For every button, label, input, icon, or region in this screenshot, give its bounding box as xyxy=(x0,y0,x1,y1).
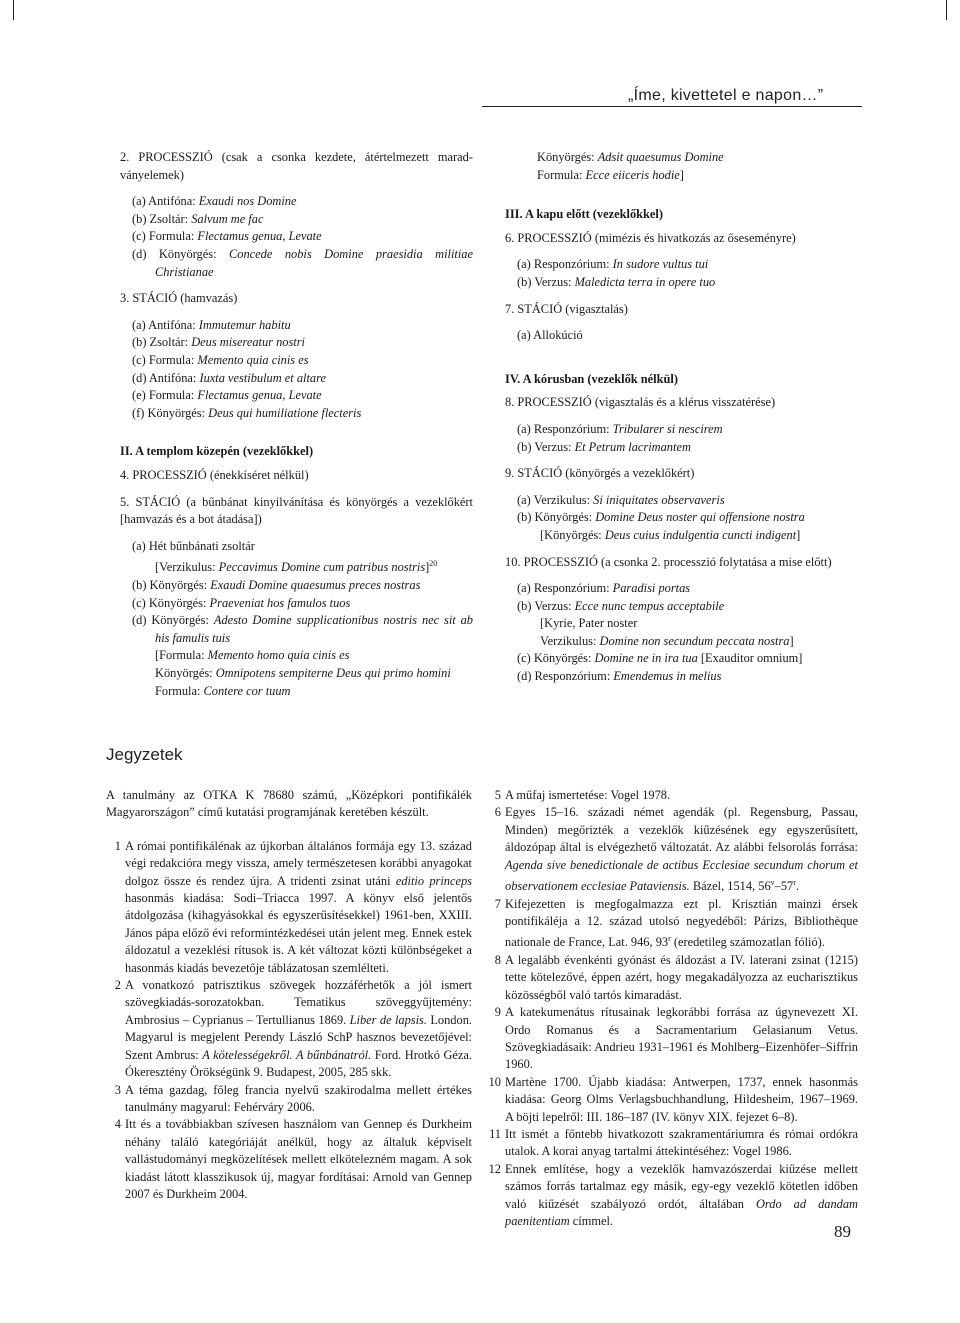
note-text: Itt és a továbbiakban szívesen használom van Gennep és Durkheim néhány találó kategóriáját anélkül, hogy az általuk képviselt vallástudományi megközelítések mellett elkötelezném magam. A sok kiadást látott klasszikusok új, magyar fordításai: Arnold van Gennep 2007 és Durkheim 2004. xyxy=(125,1117,472,1201)
list-item: (d) Könyörgés: Adesto Domine supplicationibus nostris nec sit ab his famulis tuis xyxy=(132,613,474,645)
part-4-heading: IV. A kórusban (vezeklők nélkül) xyxy=(505,371,678,386)
note-number: 7 xyxy=(494,896,501,911)
note-text: A katekumenátus rítusainak legkorábbi forrása az úgynevezett XI. Ordo Romanus és a Sacramentarium Gelasianum Vetus. Szövegkiadásaik: Andrieu 1931–1961 és Mohlberg–Eizenhöfer–Siffrin 1960. xyxy=(505,1005,858,1072)
section-6-heading: 6. PROCESSZIÓ (mimézis és hivatkozás az őseseményre) xyxy=(505,230,796,245)
note-item xyxy=(106,1116,472,1203)
list-item: (b) Verzus: Ecce nunc tempus acceptabile xyxy=(517,598,725,613)
list-item: (b) Verzus: Et Petrum lacrimantem xyxy=(517,439,691,454)
list-item: (b) Könyörgés: Exaudi Domine quaesumus preces nostras xyxy=(132,578,421,592)
list-item: (a) Verzikulus: Si iniquitates observaveris xyxy=(517,492,725,507)
section-2-heading: 2. PROCESSZIÓ (csak a csonka kezdete, átértelmezett marad-ványelemek) xyxy=(120,150,473,182)
note-text: A római pontifikálénak az újkorban általános formája egy 13. század végi redakcióra megy vissza, amely természetesen korábbi anyagokat dolgoz össze és rendez újra. A tridenti zsinat utáni editio princeps hasonmás kiadása: Sodi–Triacca 1997. A könyv első jelentős átdolgozása (kihagyásokkal és egyszerűsítésekkel) 1961-ben, XXIII. János pápa előző évi reformintézkedései után jelent meg. Ennek estek áldozatul a vezeklési rítusok is. A két változat közti különbségeket a hasonmás kiadás bevezetője táblázatosan szemlélteti. xyxy=(125,838,472,975)
list-item: Formula: Contere cor tuum xyxy=(155,683,291,698)
note-number: 12 xyxy=(488,1161,501,1176)
list-item: (e) Formula: Flectamus genua, Levate xyxy=(132,388,322,403)
list-item: (b) Verzus: Maledicta terra in opere tuo xyxy=(517,274,716,289)
section-7-list xyxy=(505,327,860,345)
section-5-list xyxy=(120,538,473,700)
notes-right-column xyxy=(486,787,858,1230)
list-item: (a) Antifóna: Immutemur habitu xyxy=(132,317,291,332)
notes-left-column xyxy=(106,787,472,1203)
note-item xyxy=(106,1082,472,1117)
list-item: (b) Zsoltár: Salvum me fac xyxy=(132,211,264,226)
list-item: (a) Responzórium: In sudore vultus tui xyxy=(517,257,709,272)
header-rule xyxy=(482,106,862,107)
section-3-heading: 3. STÁCIÓ (hamvazás) xyxy=(120,291,238,306)
note-number: 8 xyxy=(494,952,501,967)
note-number: 3 xyxy=(114,1082,121,1097)
note-text: A téma gazdag, főleg francia nyelvű szakirodalma mellett értékes tanulmány magyarul: Fehérváry 2006. xyxy=(125,1082,472,1114)
list-item: [Formula: Memento homo quia cinis es xyxy=(155,648,350,663)
section-10-list xyxy=(505,580,860,686)
list-item: [Kyrie, Pater noster xyxy=(540,616,638,631)
section-9-list xyxy=(505,492,860,545)
section-9-heading: 9. STÁCIÓ (könyörgés a vezeklőkért) xyxy=(505,466,695,481)
section-8-list xyxy=(505,421,860,456)
section-7-heading: 7. STÁCIÓ (vigasztalás) xyxy=(505,301,628,316)
list-item: (f) Könyörgés: Deus qui humiliatione flecteris xyxy=(132,405,362,420)
note-text: A vonatkozó patrisztikus szövegek hozzáférhetők a jól ismert szövegkiadás-sorozatokban. Tematikus szöveggyűjtemény: Ambrosius – Cyprianus – Tertullianus 1869. Liber de lapsis. London. Magyarul is megjelent Perendy László SchP hasznos bevezetőjével: Szent Ambrus: A kötelességekről. A bűnbánatról. Ford. Hrotkó Géza. Ókeresztény Örökségünk 9. Budapest, 2005, 285 skk. xyxy=(125,978,472,1080)
list-item: (c) Formula: Flectamus genua, Levate xyxy=(132,229,322,244)
section-5-heading: 5. STÁCIÓ (a bűnbánat kinyilvánítása és könyörgés a vezeklőkért [hamvazás és a bot átadása]) xyxy=(120,494,473,527)
note-item xyxy=(106,977,472,1081)
note-number: 6 xyxy=(494,805,501,820)
section-3-list xyxy=(120,317,473,423)
crop-mark-top-right xyxy=(946,0,947,20)
note-number: 10 xyxy=(488,1074,501,1089)
list-item: (c) Formula: Memento quia cinis es xyxy=(132,352,309,367)
note-number: 1 xyxy=(114,838,121,853)
list-item: (a) Responzórium: Paradisi portas xyxy=(517,581,691,596)
note-text: A műfaj ismertetése: Vogel 1978. xyxy=(505,788,671,802)
note-item xyxy=(486,1161,858,1231)
list-item: (d) Responzórium: Emendemus in melius xyxy=(517,669,722,684)
list-item: Verzikulus: Domine non secundum peccata nostra] xyxy=(540,633,794,648)
part-3-heading: III. A kapu előtt (vezeklőkkel) xyxy=(505,207,663,222)
note-text: Martène 1700. Újabb kiadása: Antwerpen, 1737, ennek hasonmás kiadása: Georg Olms Verlagsbuchhandlung, Hildesheim, 1967–1969. A böjti lepelről: III. 186–187 (IV. könyv XIX. fejezet 6–8). xyxy=(505,1074,858,1124)
list-item: [Verzikulus: Peccavimus Domine cum patribus nostris]$^{20}$ xyxy=(155,559,438,575)
section-8-heading: 8. PROCESSZIÓ (vigasztalás és a klérus visszatérése) xyxy=(505,395,776,410)
list-item: (a) Hét bűnbánati zsoltár xyxy=(132,538,255,553)
list-item: (c) Könyörgés: Praeveniat hos famulos tuos xyxy=(132,595,351,610)
list-item: (d) Könyörgés: Concede nobis Domine praesidia militiae Christianae xyxy=(132,246,474,279)
note-item xyxy=(486,1004,858,1074)
note-item xyxy=(486,952,858,1004)
section-4-heading: 4. PROCESSZIÓ (énekkíséret nélkül) xyxy=(120,467,309,482)
crop-mark-top-left xyxy=(13,0,14,20)
list-item: (d) Antifóna: Iuxta vestibulum et altare xyxy=(132,370,326,385)
right-column xyxy=(505,149,860,686)
note-item xyxy=(106,838,472,977)
note-item xyxy=(486,896,858,952)
notes-intro: A tanulmány az OTKA K 78680 számú, „Középkori pontifikálék Magyarországon” című kutatási programjának keretében készült. xyxy=(106,788,472,820)
section-6-list xyxy=(505,256,860,291)
footnote-ref: 20 xyxy=(429,559,438,569)
part-2-heading: II. A templom közepén (vezeklőkkel) xyxy=(120,444,314,459)
running-header-title: „Íme, kivettetel e napon…” xyxy=(628,87,824,104)
list-item: Könyörgés: Omnipotens sempiterne Deus qui primo homini xyxy=(155,665,451,680)
list-item: Formula: Ecce eiiceris hodie] xyxy=(537,167,684,182)
note-number: 9 xyxy=(494,1005,501,1020)
note-text: Kifejezetten is megfogalmazza ezt pl. Krisztián mainzi érsek pontifikáléja a 12. század utolsó negyedéből: Párizs, Bibliothèque nationale de France, Lat. 946, 93$^r$ (eredetileg számozatlan fólió). xyxy=(505,896,858,950)
note-text: Ennek említése, hogy a vezeklők hamvazószerdai kiűzése mellett számos forrás tartalmaz egy másik, egy-egy vezeklő kötetlen időben való kiűzését szabályozó ordót, általában Ordo ad dandam paenitentiam címmel. xyxy=(505,1161,858,1228)
section-5-continuation xyxy=(505,149,860,184)
note-number: 11 xyxy=(489,1126,501,1141)
notes-title: Jegyzetek xyxy=(106,745,183,764)
note-number: 2 xyxy=(114,978,121,993)
note-number: 4 xyxy=(114,1117,121,1132)
note-text: Itt ismét a főntebb hivatkozott szakramentáriumra és római ordókra utalok. A korai anyag tartalmi áttekintéséhez: Vogel 1986. xyxy=(505,1126,858,1159)
note-item xyxy=(486,1074,858,1126)
note-item xyxy=(486,1126,858,1161)
section-10-heading: 10. PROCESSZIÓ (a csonka 2. processzió folytatása a mise előtt) xyxy=(505,554,832,569)
note-item xyxy=(486,787,858,804)
section-2-list xyxy=(120,193,473,281)
note-item xyxy=(486,804,858,895)
list-item: (a) Responzórium: Tribularer si nescirem xyxy=(517,421,723,436)
list-item: (a) Antifóna: Exaudi nos Domine xyxy=(132,194,297,209)
list-item: (c) Könyörgés: Domine ne in ira tua [Exauditor omnium] xyxy=(517,651,803,666)
list-item: Könyörgés: Adsit quaesumus Domine xyxy=(537,150,724,164)
list-item: [Könyörgés: Deus cuius indulgentia cuncti indigent] xyxy=(540,527,801,542)
note-text: A legalább évenkénti gyónást és áldozást a IV. laterani zsinat (1215) tette kötelezővé, éppen azért, hogy megakadályozza az eucharisztikus közösségből való tartós kimaradást. xyxy=(505,952,858,1002)
page-number: 89 xyxy=(834,1222,851,1241)
note-text: Egyes 15–16. századi német agendák (pl. Regensburg, Passau, Minden) megőrizték a vezeklők kiűzésének egy egyszerűsített, áldozópap által is elvégezhető változatát. Az alábbi felsorolás forrása: Agenda sive benedictionale de actibus Ecclesiae secundum chorum et observationem ecclesiae Pataviensis. Bázel, 1514, 56$^v$–57$^r$. xyxy=(505,805,858,894)
list-item: (a) Allokúció xyxy=(517,328,583,343)
left-column xyxy=(120,149,473,700)
list-item: (b) Könyörgés: Domine Deus noster qui offensione nostra xyxy=(517,510,805,525)
note-number: 5 xyxy=(494,788,501,802)
list-item: (b) Zsoltár: Deus misereatur nostri xyxy=(132,335,305,350)
